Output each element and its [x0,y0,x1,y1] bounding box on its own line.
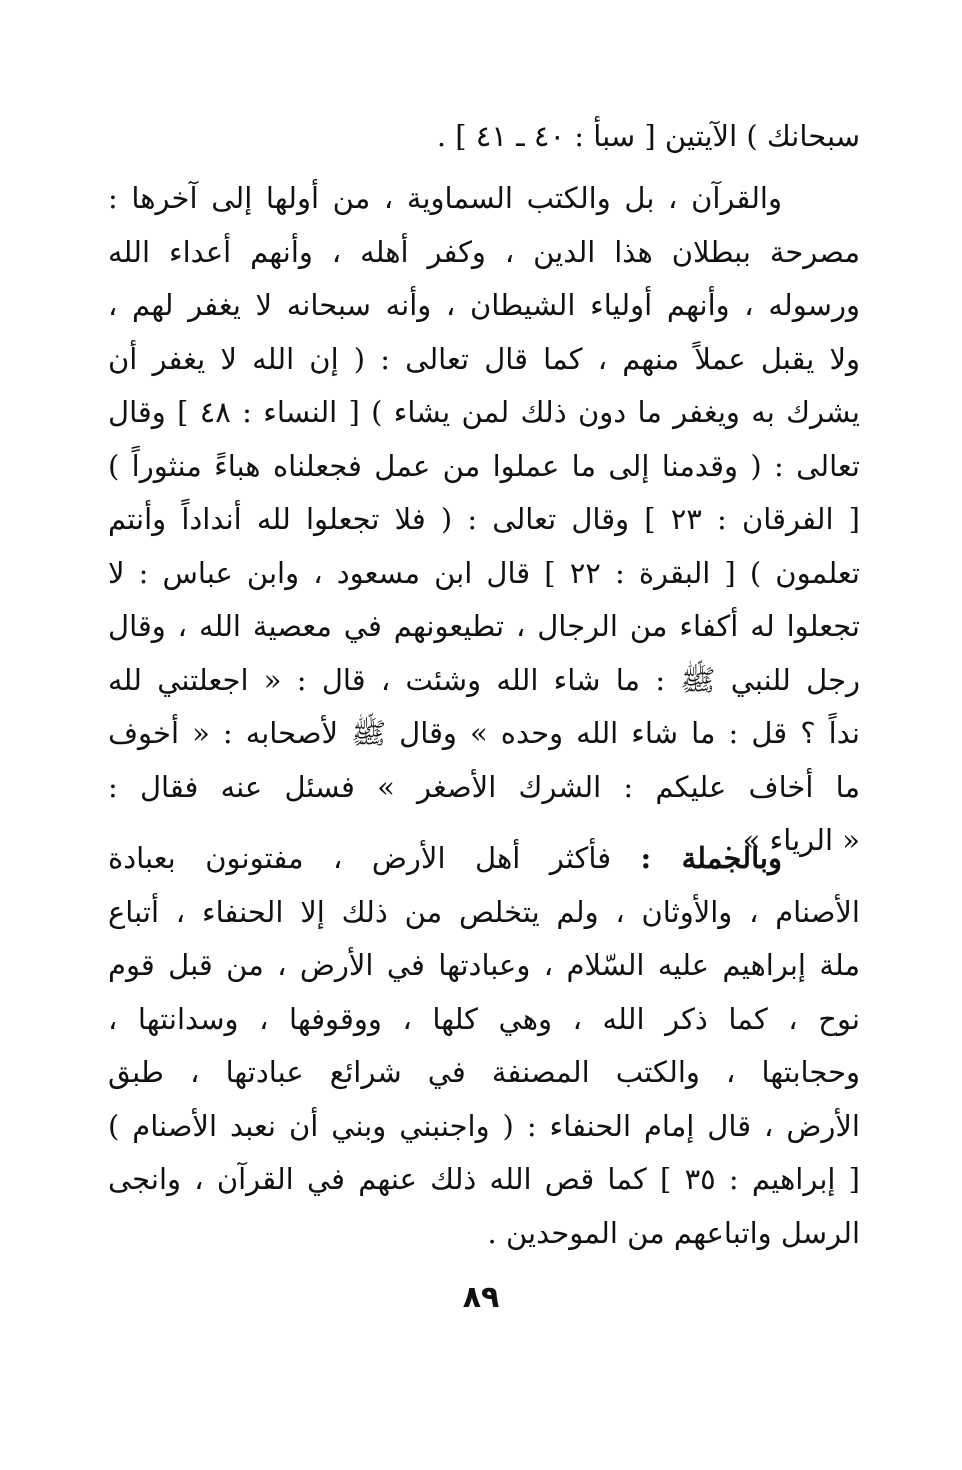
text-line: الرسل واتباعهم من الموحدين . [487,1215,860,1250]
text-line [108,832,860,886]
text-line: ملة إبراهيم عليه السّلام ، وعبادتها في الأرض ، من قبل قوم [108,948,860,982]
page-number: ٨٩ [462,1280,500,1315]
paragraph-continuation [108,110,860,164]
text-line: يشرك به ويغفر ما دون ذلك لمن يشاء ) [ النساء : ٤٨ ] وقال [108,395,860,429]
text-line: الأصنام ، والأوثان ، ولم يتخلص من ذلك إلا الحنفاء ، أتباع [108,894,860,929]
text-line: ولا يقبل عملاً منهم ، كما قال تعالى : ( إن الله لا يغفر أن [108,341,860,376]
text-line: مصرحة ببطلان هذا الدين ، وكفر أهله ، وأنهم أعداء الله [108,234,860,269]
text-line: نداً ؟ قل : ما شاء الله وحده » وقال ﷺ لأصحابه : « أخوف [108,716,860,750]
paragraph-in-summary [108,832,860,1260]
text-line: [ إبراهيم : ٣٥ ] كما قص الله ذلك عنهم في القرآن ، وانجى [108,1162,860,1196]
text-line: والقرآن ، بل والكتب السماوية ، من أولها إلى آخرها : [108,181,782,215]
text-line: تعالى : ( وقدمنا إلى ما عملوا من عمل فجعلناه هباءً منثوراً ) [108,448,860,483]
lead-phrase: وبالجملة : [640,841,782,875]
text-line: الأرض ، قال إمام الحنفاء : ( واجنبني وبني أن نعبد الأصنام ) [108,1108,860,1143]
text-line: نوح ، كما ذكر الله ، وهي كلها ، ووقوفها ، وسدانتها ، [108,1001,860,1036]
text-line: سبحانك ) الآيتين [ سبأ : ٤٠ ـ ٤١ ] . [436,119,860,153]
lead-line-rest: فأكثر أهل الأرض ، مفتونون بعبادة [108,841,641,875]
text-line: ورسوله ، وأنهم أولياء الشيطان ، وأنه سبحانه لا يغفر لهم ، [108,288,860,322]
text-line: تعلمون ) [ البقرة : ٢٢ ] قال ابن مسعود ، وابن عباس : لا [108,555,860,590]
text-line: [ الفرقان : ٢٣ ] وقال تعالى : ( فلا تجعلوا لله أنداداً وأنتم [108,502,860,536]
text-line: ما أخاف عليكم : الشرك الأصغر » فسئل عنه فقال : [108,769,860,804]
text-line: « الرياء » . [724,823,860,857]
text-line: تجعلوا له أكفاء من الرجال ، تطيعونهم في معصية الله ، وقال [108,609,860,643]
text-line: وحجابتها ، والكتب المصنفة في شرائع عبادتها ، طبق [108,1055,860,1089]
paragraph-quran-books [108,172,860,868]
text-line: رجل للنبي ﷺ : ما شاء الله وشئت ، قال : « اجعلتني لله [108,662,860,697]
